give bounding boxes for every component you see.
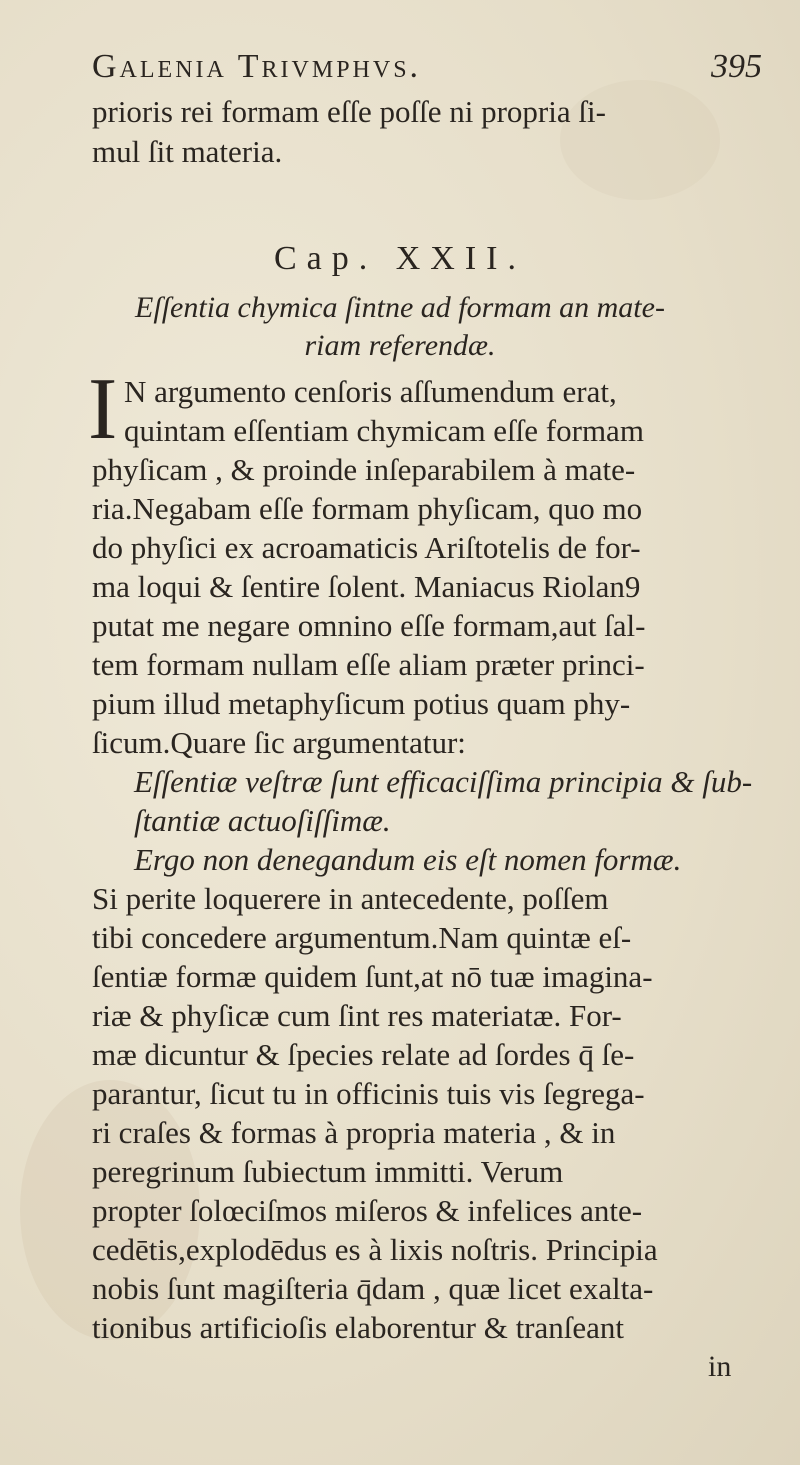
catchword: in — [708, 1350, 732, 1383]
text-line: propter ſolœciſmos miſeros & infelices ante- — [92, 1193, 643, 1228]
text-line: mæ dicuntur & ſpecies relate ad ſordes q̄ ſe- — [92, 1037, 635, 1072]
text-line: riæ & phyſicæ cum ſint res materiatæ. For- — [92, 998, 622, 1033]
running-head — [92, 48, 782, 90]
text-line: Si perite loquerere in antecedente, poſſem — [92, 881, 609, 916]
text-line: tem formam nullam eſſe aliam præter princi- — [92, 647, 645, 682]
syllogism-line: Eſſentiæ veſtræ ſunt efficaciſſima principia & ſub- — [134, 764, 753, 799]
text-line: prioris rei formam eſſe poſſe ni propria ſi- — [92, 94, 606, 129]
text-line: ri craſes & formas à propria materia , & in — [92, 1115, 616, 1150]
text-line: ſentiæ formæ quidem ſunt,at nō tuæ imagina- — [92, 959, 653, 994]
text-line: phyſicam , & proinde inſeparabilem à mate- — [92, 452, 636, 487]
text-line: ſicum.Quare ſic argumentatur: — [92, 725, 466, 760]
text-line: ma loqui & ſentire ſolent. Maniacus Riolan9 — [92, 569, 641, 604]
text-line: peregrinum ſubiectum immitti. Verum — [92, 1154, 564, 1189]
page-number: 395 — [711, 48, 762, 85]
text-line: do phyſici ex acroamaticis Ariſtotelis de for- — [92, 530, 641, 565]
syllogism-line: Ergo non denegandum eis eſt nomen formæ. — [134, 842, 682, 877]
text-line: nobis ſunt magiſteria q̄dam , quæ licet exalta- — [92, 1271, 654, 1306]
text-line: mul ſit materia. — [92, 134, 283, 169]
syllogism-line: ſtantiæ actuoſiſſimæ. — [134, 803, 391, 838]
text-line: quintam eſſentiam chymicam eſſe formam — [124, 413, 644, 448]
text-line: N argumento cenſoris aſſumendum erat, — [124, 374, 617, 409]
text-line: ria.Negabam eſſe formam phyſicam, quo mo — [92, 491, 643, 526]
running-title: Galenia Trivmphvs. — [92, 48, 422, 85]
chapter-heading: Cap. XXII. — [273, 240, 527, 277]
text-line: tibi concedere argumentum.Nam quintæ eſ- — [92, 920, 632, 955]
text-line: cedētis,explodēdus es à lixis noſtris. Principia — [92, 1232, 658, 1267]
text-line: pium illud metaphyſicum potius quam phy- — [92, 686, 631, 721]
text-line: putat me negare omnino eſſe formam,aut ſal- — [92, 608, 646, 643]
drop-cap: I — [88, 361, 118, 458]
chapter-summary-line: Eſſentia chymica ſintne ad formam an mate- — [135, 291, 665, 324]
chapter-summary-line: riam referendæ. — [304, 329, 496, 362]
text-line: tionibus artificioſis elaborentur & tranſeant — [92, 1310, 625, 1345]
text-line: parantur, ſicut tu in officinis tuis vis ſegrega- — [92, 1076, 645, 1111]
